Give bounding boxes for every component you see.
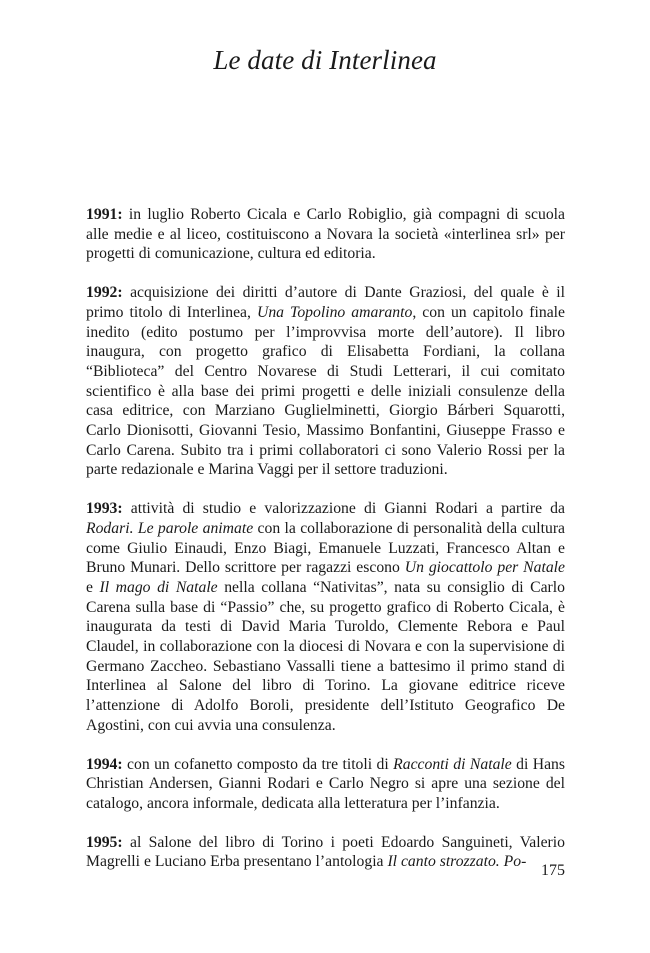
entry-text: con la collaborazione di personalità della cultura come Giulio Einaudi, Enzo Biagi, Emanuele Luzzati, Francesco Altan e Bruno Munari. Dello scrittore per ragazzi escono [86, 519, 566, 577]
chronology-entry-1991 [86, 205, 565, 264]
entry-text: al Salone del libro di Torino i poeti Edoardo Sanguineti, Valerio Magrelli e Luciano Erba presentano l’antologia [86, 833, 565, 871]
entry-text: in luglio Roberto Cicala e Carlo Robiglio, già compagni di scuola alle medie e al liceo, costituiscono a Novara la società «interlinea srl» per progetti di comunicazione, cultura ed editoria. [86, 206, 565, 263]
book-title: Un giocattolo per Natale [404, 559, 566, 577]
book-title: Rodari. Le parole animate [86, 519, 254, 537]
entry-text: con un cofanetto composto da tre titoli di [122, 755, 394, 773]
book-title: Una Topolino amaranto [256, 303, 413, 321]
entry-year: 1995: [86, 833, 123, 851]
entry-text: di Hans Christian Andersen, Gianni Rodari e Carlo Negro si apre una sezione del catalogo, ancora informale, dedicata alla letteratura per l’infanzia. [86, 755, 565, 812]
entry-text: attività di studio e valorizzazione di Gianni Rodari a partire da [122, 500, 565, 518]
entry-year: 1991: [86, 206, 123, 223]
entry-year: 1992: [86, 284, 123, 302]
book-title: Il mago di Natale [99, 578, 218, 596]
entry-year: 1994: [86, 755, 123, 773]
page-title: Le date di Interlinea [213, 45, 437, 75]
book-title: Il canto strozzato. Po- [387, 853, 527, 871]
entry-text: acquisizione dei diritti d’autore di Dante Graziosi, del quale è il primo titolo di Interlinea, [86, 284, 565, 321]
page-number: 175 [541, 862, 565, 879]
entry-year: 1993: [86, 500, 123, 518]
book-title: Racconti di Natale [393, 755, 512, 773]
chronology-entry-1992 [86, 283, 565, 480]
chronology-entry-1995 [86, 833, 565, 872]
chronology-entry-1994 [86, 755, 565, 814]
entry-text: nella collana “Nativitas”, nata su consiglio di Carlo Carena sulla base di “Passio” che, su progetto grafico di Roberto Cicala, è inaugurata da testi di David Maria Turoldo, Clemente Rebora e Paul Claudel, in collaborazione con la diocesi di Novara e con la supervisione di Germano Zaccheo. Sebastiano Vassalli tiene a battesimo il primo stand di Interlinea al Salone del libro di Torino. La giovane editrice riceve l’attenzione di Adolfo Boroli, presidente dell’Istituto Geografico De Agostini, con cui avvia una consulenza. [86, 578, 565, 734]
chronology-entries [86, 205, 565, 891]
chronology-entry-1993 [86, 499, 565, 735]
entry-text: , con un capitolo finale inedito (edito postumo per l’improvvisa morte dell’autore). Il libro inaugura, con progetto grafico di Elisabetta Fordiani, la collana “Biblioteca” del Centro Novarese di Studi Letterari, il cui comitato scientifico è alla base dei primi progetti e delle iniziali consulenze della casa editrice, con Marziano Guglielminetti, Giorgio Bárberi Squarotti, Carlo Dionisotti, Giovanni Tesio, Massimo Bonfantini, Giuseppe Frasso e Carlo Carena. Subito tra i primi collaboratori ci sono Valerio Rossi per la parte redazionale e Marina Vaggi per il settore traduzioni. [86, 303, 565, 479]
entry-text: e [86, 578, 100, 596]
